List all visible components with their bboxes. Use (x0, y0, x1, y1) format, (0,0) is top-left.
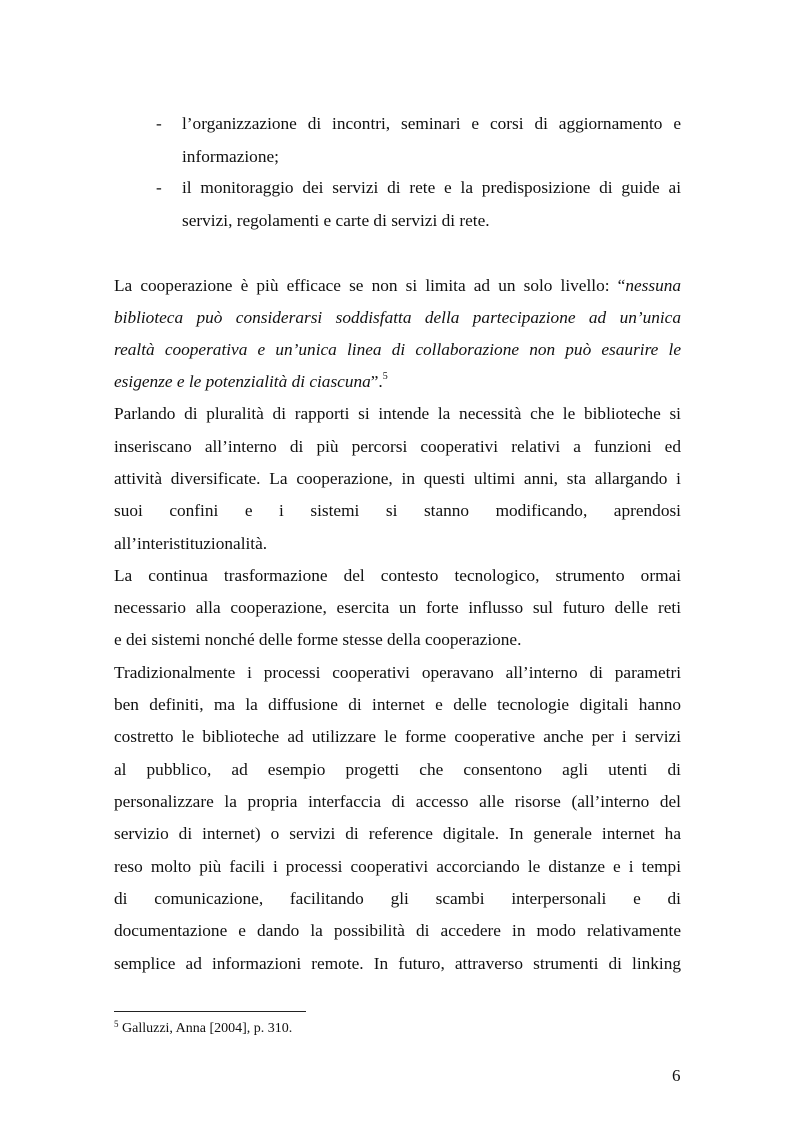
quote-text: esigenze e le potenzialità di ciascuna (114, 372, 371, 391)
list-dash: - (156, 178, 162, 197)
paragraph-line: semplice ad informazioni remote. In futuro, attraverso strumenti di linking (114, 954, 681, 973)
quote-text: realtà cooperativa e un’unica linea di collaborazione non può esaurire le (114, 340, 681, 359)
paragraph-line: reso molto più facili i processi cooperativi accorciando le distanze e i tempi (114, 857, 681, 876)
paragraph-line: al pubblico, ad esempio progetti che consentono agli utenti di (114, 760, 681, 779)
paragraph-line: costretto le biblioteche ad utilizzare le forme cooperative anche per i servizi (114, 727, 681, 746)
page-number: 6 (672, 1066, 681, 1085)
text-run: La cooperazione è più efficace se non si limita ad un solo livello: “ (114, 276, 626, 295)
paragraph-line: ben definiti, ma la diffusione di internet e delle tecnologie digitali hanno (114, 695, 681, 714)
paragraph-line (114, 276, 681, 296)
quote-text: biblioteca può considerarsi soddisfatta della partecipazione ad un’unica (114, 308, 681, 327)
paragraph-line: Parlando di pluralità di rapporti si intende la necessità che le biblioteche si (114, 404, 681, 423)
footnote-divider (114, 1011, 306, 1012)
paragraph-line: Tradizionalmente i processi cooperativi operavano all’interno di parametri (114, 663, 681, 682)
paragraph-line: all’interistituzionalità. (114, 534, 268, 553)
paragraph-line (114, 372, 388, 392)
paragraph-line: attività diversificate. La cooperazione, in questi ultimi anni, sta allargando i (114, 469, 681, 488)
paragraph-line: suoi confini e i sistemi si stanno modificando, aprendosi (114, 501, 681, 520)
list-line: l’organizzazione di incontri, seminari e corsi di aggiornamento e (182, 114, 681, 133)
paragraph-line: di comunicazione, facilitando gli scambi interpersonali e di (114, 889, 681, 908)
paragraph-line: personalizzare la propria interfaccia di accesso alle risorse (all’interno del (114, 792, 681, 811)
text-run: ”. (370, 372, 383, 391)
paragraph-line: necessario alla cooperazione, esercita un forte influsso sul futuro delle reti (114, 598, 681, 617)
footnote-mark: 5 (114, 1019, 119, 1029)
list-line: informazione; (182, 147, 279, 166)
paragraph-line: documentazione e dando la possibilità di accedere in modo relativamente (114, 921, 681, 940)
paragraph-line: La continua trasformazione del contesto tecnologico, strumento ormai (114, 566, 681, 585)
paragraph-line: e dei sistemi nonché delle forme stesse della cooperazione. (114, 630, 522, 649)
paragraph-line: servizio di internet) o servizi di reference digitale. In generale internet ha (114, 824, 681, 843)
paragraph-line (114, 308, 681, 328)
list-line: il monitoraggio dei servizi di rete e la predisposizione di guide ai (182, 178, 681, 197)
footnote-ref: 5 (382, 371, 388, 382)
footnote (114, 1021, 292, 1037)
list-line: servizi, regolamenti e carte di servizi di rete. (182, 211, 490, 230)
footnote-text: Galluzzi, Anna [2004], p. 310. (118, 1021, 293, 1036)
quote-text: nessuna (625, 276, 681, 295)
list-dash: - (156, 114, 162, 133)
paragraph-line: inseriscano all’interno di più percorsi cooperativi relativi a funzioni ed (114, 437, 681, 456)
paragraph-line (114, 340, 681, 360)
